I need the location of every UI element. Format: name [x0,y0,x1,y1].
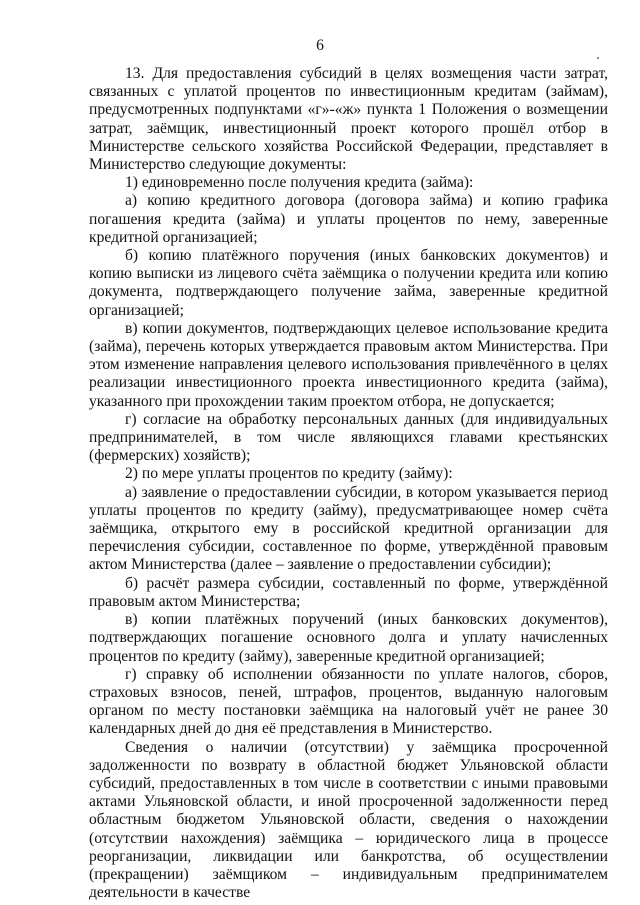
document-body [89,65,608,902]
page-number: 6 [316,37,324,54]
paragraph-item-2: 2) по мере уплаты процентов по кредиту (займу): [125,465,453,483]
paragraph-item-1: 1) единовременно после получения кредита (займа): [125,174,474,192]
paragraph-item-2b: б) расчёт размера субсидии, составленный по форме, утверждённой правовым актом Министерства; [89,574,608,610]
paragraph-item-1g: г) согласие на обработку персональных данных (для индивидуальных предпринимателей, в том числе являющихся главами крестьянских (фермерских) хозяйств); [89,410,608,465]
paragraph-13-intro: 13. Для предоставления субсидий в целях возмещения части затрат, связанных с уплатой процентов по инвестиционным кредитам (займам), предусмотренных подпунктами «г»-«ж» пункта 1 Положения о возмещении затрат, заёмщик, инвестиционный проект которого прошёл отбор в Министерстве сельского хозяйства Российской Федерации, представляет в Министерство следующие документы: [89,65,608,174]
scan-speck [597,57,599,59]
paragraph-svedeniya: Сведения о наличии (отсутствии) у заёмщика просроченной задолженности по возврату в областной бюджет Ульяновской области субсидий, предоставленных в том числе в соответствии с иными правовыми актами Ульяновской области, и иной просроченной задолженности перед областным бюджетом Ульяновской области, сведения о нахождении (отсутствии нахождения) заёмщика – юридического лица в процессе реорганизации, ликвидации или банкротства, об осуществлении (прекращении) заёмщиком – индивидуальным предпринимателем деятельности в качестве [89,738,608,902]
paragraph-item-1v: в) копии документов, подтверждающих целевое использование кредита (займа), перечень которых утверждается правовым актом Министерства. При этом изменение направления целевого использования привлечённого в целях реализации инвестиционного проекта инвестиционного кредита (займа), указанного при прохождении таким проектом отбора, не допускается; [89,319,608,410]
paragraph-item-1a: а) копию кредитного договора (договора займа) и копию графика погашения кредита (займа) и уплаты процентов по нему, заверенные кредитной организацией; [89,192,608,246]
paragraph-item-2g: г) справку об исполнении обязанности по уплате налогов, сборов, страховых взносов, пеней, штрафов, процентов, выданную налоговым органом по месту постановки заёмщика на налоговый учёт не ранее 30 календарных дней до дня её представления в Министерство. [89,665,608,738]
paragraph-item-2v: в) копии платёжных поручений (иных банковских документов), подтверждающих погашение основного долга и уплату начисленных процентов по кредиту (займу), заверенные кредитной организацией; [89,611,608,665]
paragraph-item-2a: а) заявление о предоставлении субсидии, в котором указывается период уплаты процентов по кредиту (займу), предусматривающее номер счёта заёмщика, открытого ему в российской кредитной организации для перечисления субсидии, составленное по форме, утверждённой правовым актом Министерства (далее – заявление о предоставлении субсидии); [89,483,608,574]
paragraph-item-1b: б) копию платёжного поручения (иных банковских документов) и копию выписки из лицевого счёта заёмщика о получении кредита или копию документа, подтверждающего получение займа, заверенные кредитной организацией; [89,247,608,319]
